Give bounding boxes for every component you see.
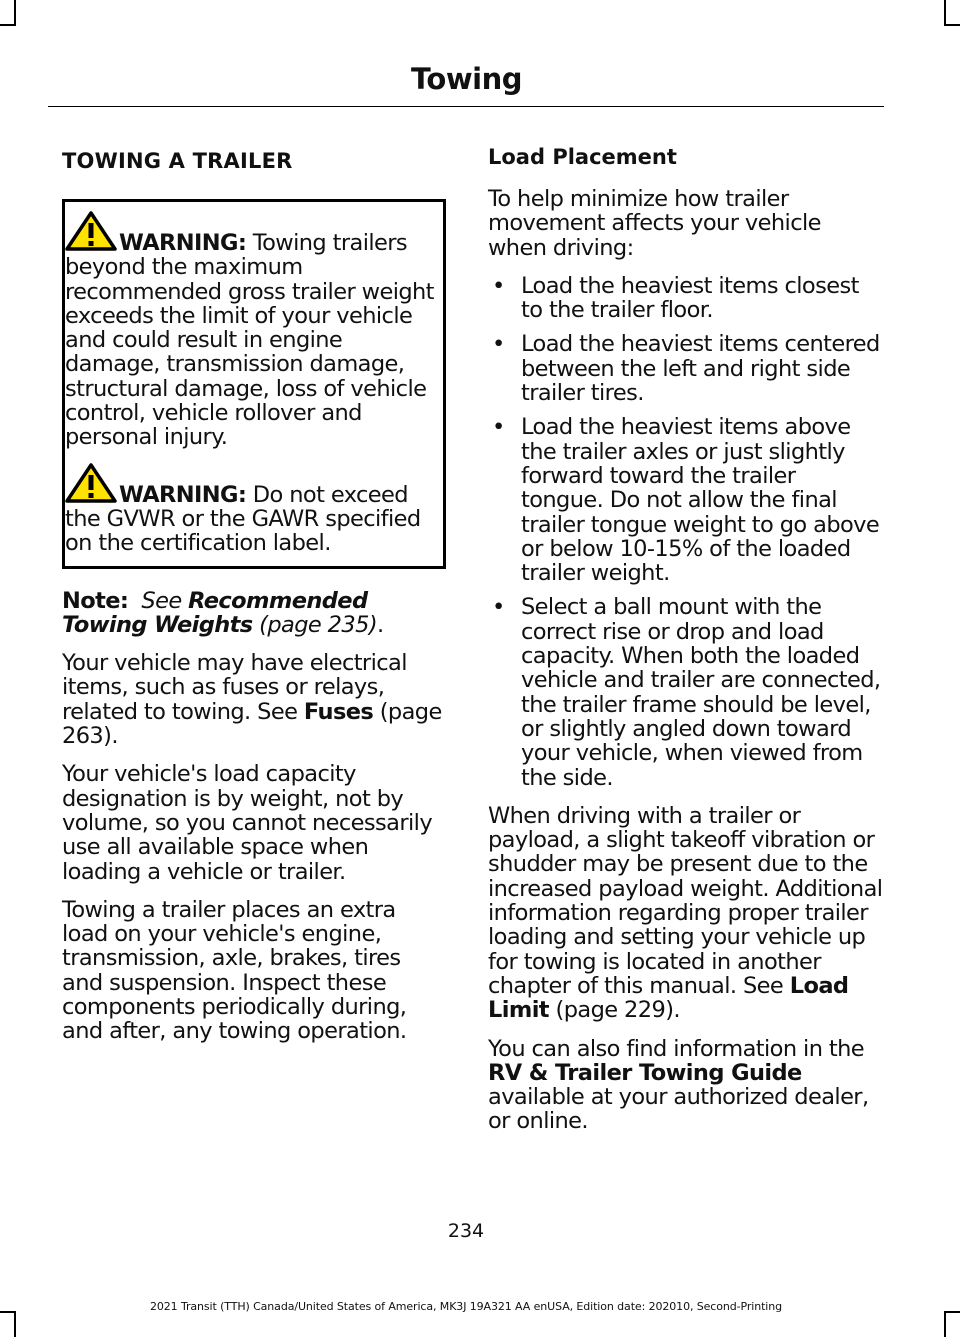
load-placement-heading: Load Placement xyxy=(488,145,677,169)
crop-mark-top-left-h xyxy=(0,24,16,26)
note-see: See xyxy=(141,587,189,614)
load-limit-link[interactable]: Load Limit xyxy=(488,972,849,1024)
warning-triangle-icon xyxy=(65,462,117,504)
list-item-text: Select a ball mount with the correct rise or drop and load capacity. When both the loaded vehicle and trailer are connected, the trailer frame should be level, or slightly angled down toward your vehicle, when viewed from the side. xyxy=(521,594,881,791)
header-divider xyxy=(48,106,884,107)
crop-mark-bottom-left-v xyxy=(14,1311,16,1337)
footer-edition-info: 2021 Transit (TTH) Canada/United States of America, MK3J 19A321 AA enUSA, Edition date: 202010, Second-Printing xyxy=(149,1300,783,1313)
warning-1-label: WARNING: xyxy=(119,230,247,256)
list-item xyxy=(488,595,883,789)
crop-mark-bottom-right-v xyxy=(944,1311,946,1337)
vibration-text: When driving with a trailer or payload, a slight takeoff vibration or shudder may be present due to the increased payload weight. Additional information regarding proper trailer loading and setting your vehicle up for towing is located in another chapter of this manual. See xyxy=(488,802,883,999)
bullet: • xyxy=(492,272,505,299)
list-item xyxy=(488,332,883,405)
warning-2-text: Do not exceed the GVWR or the GAWR specified on the certification label. xyxy=(65,481,421,557)
bullet: • xyxy=(492,594,505,621)
fuses-end: . xyxy=(111,723,118,750)
fuses-page-ref: (page 263) xyxy=(62,698,442,750)
note-paragraph xyxy=(62,589,446,638)
section-title: TOWING A TRAILER xyxy=(62,149,293,173)
guide-end: available at your authorized dealer, or online. xyxy=(488,1084,869,1135)
note-link-recommended-towing-weights[interactable]: Recommended Towing Weights xyxy=(62,587,368,638)
warning-2 xyxy=(65,462,437,556)
load-placement-list xyxy=(488,274,883,790)
list-item xyxy=(488,415,883,585)
load-limit-page-ref: (page 229) xyxy=(548,997,674,1024)
page-number: 234 xyxy=(447,1220,485,1242)
bullet: • xyxy=(492,414,505,441)
vibration-end: . xyxy=(673,997,680,1024)
extra-load-paragraph: Towing a trailer places an extra load on your vehicle's engine, transmission, axle, brakes, tires and suspension. Inspect these components periodically during, and after, any towing operation. xyxy=(62,896,407,1045)
warning-1 xyxy=(65,210,437,450)
list-item-text: Load the heaviest items above the trailer axles or just slightly forward toward the trailer tongue. Do not allow the final trailer tongue weight to go above or below 10-15% of the loaded trailer weight. xyxy=(521,414,880,587)
capacity-paragraph: Your vehicle's load capacity designation is by weight, not by volume, so you cannot necessarily use all available space when loading a vehicle or trailer. xyxy=(62,761,433,885)
vibration-paragraph xyxy=(488,804,883,1023)
fuses-paragraph xyxy=(62,651,446,748)
warning-2-label: WARNING: xyxy=(119,481,247,508)
list-item xyxy=(488,274,883,323)
fuses-link[interactable]: Fuses xyxy=(303,698,374,725)
crop-mark-bottom-right-h xyxy=(944,1311,960,1313)
crop-mark-top-right-h xyxy=(944,24,960,26)
load-placement-intro: To help minimize how trailer movement affects your vehicle when driving: xyxy=(488,186,821,261)
crop-mark-top-right-v xyxy=(944,0,946,26)
crop-mark-top-left-v xyxy=(14,0,16,26)
bullet: • xyxy=(492,331,505,358)
warning-triangle-icon xyxy=(65,210,117,252)
right-column xyxy=(488,145,883,1148)
note-label: Note: xyxy=(62,587,129,614)
rv-trailer-guide-link[interactable]: RV & Trailer Towing Guide xyxy=(488,1059,802,1086)
guide-text: You can also find information in the xyxy=(488,1035,865,1062)
left-column xyxy=(62,145,446,1058)
note-end: . xyxy=(377,611,384,638)
page-header-title: Towing xyxy=(411,62,522,96)
guide-paragraph xyxy=(488,1037,883,1134)
list-item-text: Load the heaviest items closest to the trailer floor. xyxy=(521,272,859,324)
warning-box xyxy=(62,199,446,569)
fuses-text: Your vehicle may have electrical items, such as fuses or relays, related to towing. See xyxy=(62,650,407,725)
note-page-ref: (page 235) xyxy=(252,611,377,638)
list-item-text: Load the heaviest items centered between the left and right side trailer tires. xyxy=(521,331,880,407)
warning-1-text: Towing trailers beyond the maximum recommended gross trailer weight exceeds the limit of your vehicle and could result in engine damage, transmission damage, structural damage, loss of vehicle control, vehicle rollover and personal injury. xyxy=(65,230,434,451)
